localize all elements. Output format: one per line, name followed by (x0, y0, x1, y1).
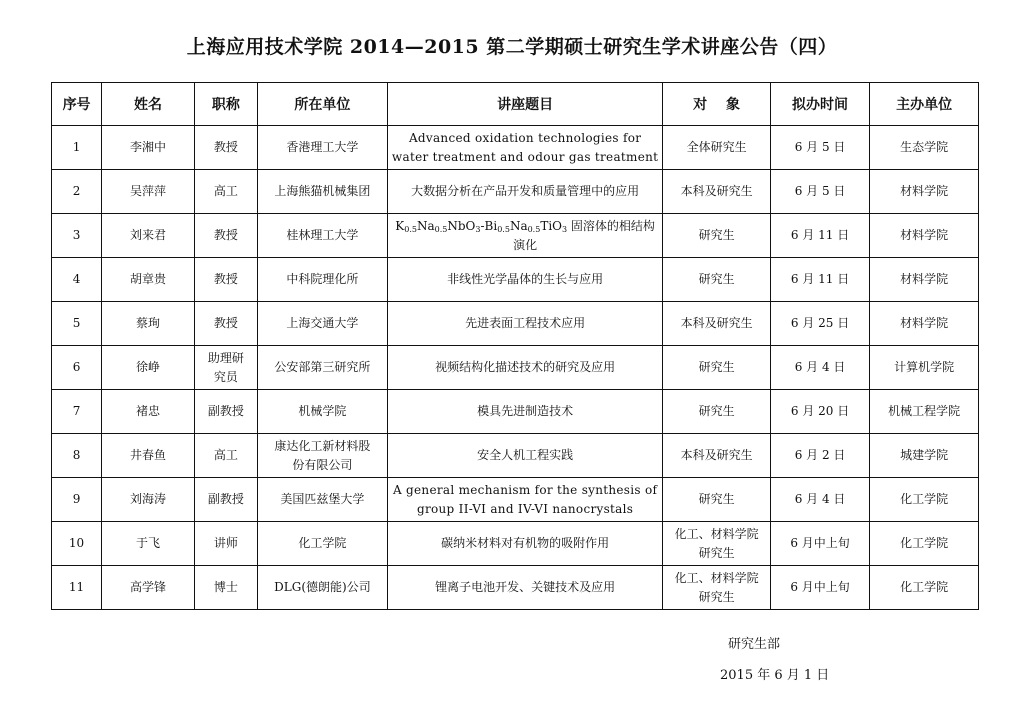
cell-no: 5 (52, 302, 102, 346)
cell-host: 城建学院 (870, 434, 979, 478)
cell-name: 于飞 (102, 522, 195, 566)
cell-topic-formula (388, 214, 663, 258)
table-row (52, 434, 979, 478)
cell-name: 褚忠 (102, 390, 195, 434)
cell-name: 李湘中 (102, 126, 195, 170)
cell-time: 6 月 20 日 (770, 390, 869, 434)
cell-name: 刘海涛 (102, 478, 195, 522)
formula-text: $K_{0.5}Na_{0.5}NbO_3-Bi_{0.5}Na_{0.5}TiO_3$ 固溶体的相结构演化 (395, 218, 655, 252)
cell-name: 刘来君 (102, 214, 195, 258)
cell-title: 助理研究员 (194, 346, 257, 390)
cell-no: 10 (52, 522, 102, 566)
cell-host: 化工学院 (870, 566, 979, 610)
cell-unit: 桂林理工大学 (257, 214, 387, 258)
cell-unit: DLG(德朗能)公司 (257, 566, 387, 610)
cell-name: 徐峥 (102, 346, 195, 390)
cell-host: 材料学院 (870, 302, 979, 346)
cell-no: 7 (52, 390, 102, 434)
cell-unit: 美国匹兹堡大学 (257, 478, 387, 522)
cell-time: 6 月 4 日 (770, 346, 869, 390)
cell-audience: 研究生 (663, 346, 771, 390)
cell-title: 高工 (194, 434, 257, 478)
cell-unit: 化工学院 (257, 522, 387, 566)
table-row (52, 214, 979, 258)
cell-time: 6 月 5 日 (770, 126, 869, 170)
cell-topic: 模具先进制造技术 (388, 390, 663, 434)
issue-date: 2015 年 6 月 1 日 (720, 668, 830, 683)
cell-time: 6 月 25 日 (770, 302, 869, 346)
cell-title: 教授 (194, 302, 257, 346)
cell-time: 6 月中上旬 (770, 566, 869, 610)
cell-name: 井春鱼 (102, 434, 195, 478)
cell-title: 副教授 (194, 390, 257, 434)
table-row (52, 126, 979, 170)
cell-audience: 研究生 (663, 258, 771, 302)
cell-host: 材料学院 (870, 214, 979, 258)
cell-unit: 上海交通大学 (257, 302, 387, 346)
cell-title: 博士 (194, 566, 257, 610)
cell-no: 3 (52, 214, 102, 258)
cell-audience: 研究生 (663, 390, 771, 434)
header-no: 序号 (52, 83, 102, 126)
cell-topic: 先进表面工程技术应用 (388, 302, 663, 346)
cell-unit: 机械学院 (257, 390, 387, 434)
lecture-table (51, 82, 979, 610)
table-row (52, 346, 979, 390)
header-name: 姓名 (102, 83, 195, 126)
cell-host: 材料学院 (870, 258, 979, 302)
cell-time: 6 月 5 日 (770, 170, 869, 214)
cell-host: 计算机学院 (870, 346, 979, 390)
cell-name: 胡章贵 (102, 258, 195, 302)
cell-time: 6 月 11 日 (770, 214, 869, 258)
cell-title: 教授 (194, 126, 257, 170)
cell-topic: 锂离子电池开发、关键技术及应用 (388, 566, 663, 610)
cell-host: 生态学院 (870, 126, 979, 170)
cell-name: 吴萍萍 (102, 170, 195, 214)
header-topic: 讲座题目 (388, 83, 663, 126)
cell-audience: 本科及研究生 (663, 170, 771, 214)
cell-no: 1 (52, 126, 102, 170)
cell-title: 教授 (194, 214, 257, 258)
cell-title: 教授 (194, 258, 257, 302)
header-time: 拟办时间 (770, 83, 869, 126)
cell-unit: 中科院理化所 (257, 258, 387, 302)
cell-no: 2 (52, 170, 102, 214)
cell-time: 6 月中上旬 (770, 522, 869, 566)
cell-audience: 化工、材料学院研究生 (663, 566, 771, 610)
cell-name: 蔡珣 (102, 302, 195, 346)
cell-host: 材料学院 (870, 170, 979, 214)
table-header-row (52, 83, 979, 126)
table-row (52, 390, 979, 434)
cell-host: 化工学院 (870, 522, 979, 566)
cell-no: 11 (52, 566, 102, 610)
header-unit: 所在单位 (257, 83, 387, 126)
table-row (52, 566, 979, 610)
table-row (52, 522, 979, 566)
cell-time: 6 月 11 日 (770, 258, 869, 302)
cell-audience: 研究生 (663, 478, 771, 522)
cell-audience: 化工、材料学院研究生 (663, 522, 771, 566)
cell-topic: Advanced oxidation technologies for water treatment and odour gas treatment (388, 126, 663, 170)
cell-no: 9 (52, 478, 102, 522)
table-row (52, 302, 979, 346)
cell-unit: 上海熊猫机械集团 (257, 170, 387, 214)
cell-topic: 碳纳米材料对有机物的吸附作用 (388, 522, 663, 566)
cell-name: 高学锋 (102, 566, 195, 610)
cell-host: 化工学院 (870, 478, 979, 522)
cell-topic: 非线性光学晶体的生长与应用 (388, 258, 663, 302)
cell-unit: 公安部第三研究所 (257, 346, 387, 390)
issuer-department: 研究生部 (728, 637, 781, 652)
cell-audience: 全体研究生 (663, 126, 771, 170)
cell-title: 高工 (194, 170, 257, 214)
cell-no: 6 (52, 346, 102, 390)
cell-audience: 研究生 (663, 214, 771, 258)
header-audience: 对 象 (663, 83, 771, 126)
table-row (52, 478, 979, 522)
header-title: 职称 (194, 83, 257, 126)
cell-unit: 康达化工新材料股份有限公司 (257, 434, 387, 478)
cell-unit: 香港理工大学 (257, 126, 387, 170)
cell-title: 讲师 (194, 522, 257, 566)
cell-topic: 视频结构化描述技术的研究及应用 (388, 346, 663, 390)
cell-title: 副教授 (194, 478, 257, 522)
cell-topic: 安全人机工程实践 (388, 434, 663, 478)
cell-no: 4 (52, 258, 102, 302)
table-row (52, 258, 979, 302)
cell-topic: 大数据分析在产品开发和质量管理中的应用 (388, 170, 663, 214)
cell-topic: A general mechanism for the synthesis of group II-VI and IV-VI nanocrystals (388, 478, 663, 522)
table-row (52, 170, 979, 214)
cell-time: 6 月 2 日 (770, 434, 869, 478)
cell-audience: 本科及研究生 (663, 302, 771, 346)
cell-no: 8 (52, 434, 102, 478)
cell-time: 6 月 4 日 (770, 478, 869, 522)
page-title: 上海应用技术学院 2014—2015 第二学期硕士研究生学术讲座公告（四） (186, 36, 838, 58)
cell-host: 机械工程学院 (870, 390, 979, 434)
cell-audience: 本科及研究生 (663, 434, 771, 478)
header-host: 主办单位 (870, 83, 979, 126)
